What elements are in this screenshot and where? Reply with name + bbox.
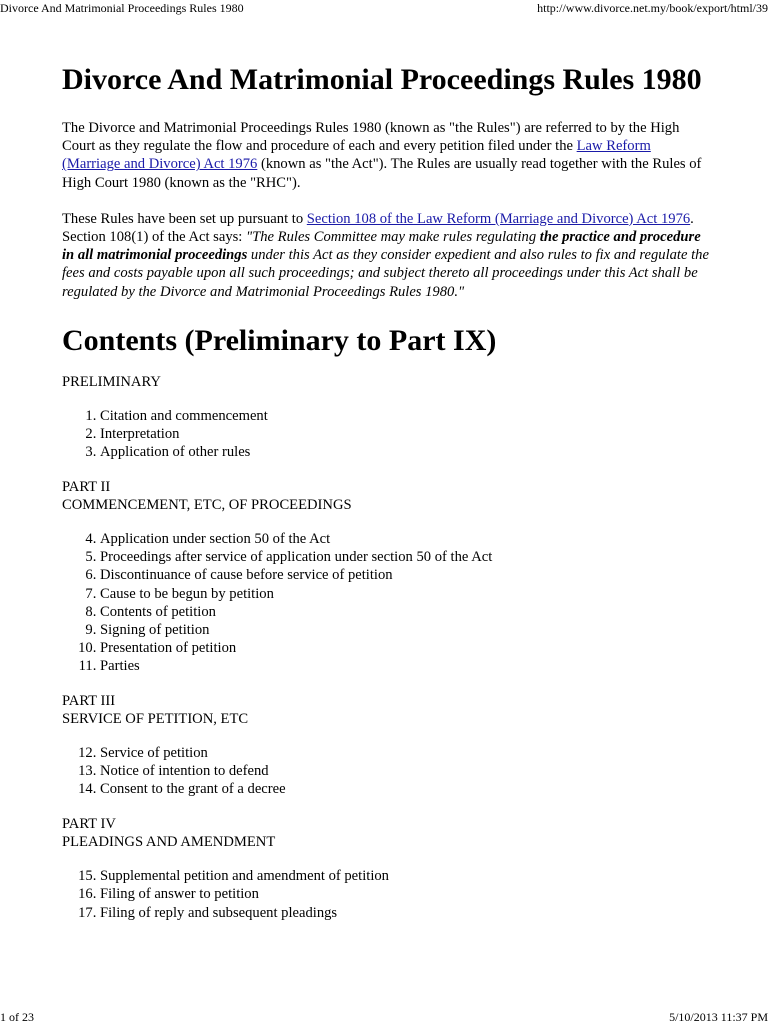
rule-item: 15. Supplemental petition and amendment of petition	[100, 867, 712, 885]
rule-list	[62, 530, 712, 676]
print-footer	[0, 1010, 768, 1024]
rule-item: 9. Signing of petition	[100, 621, 712, 639]
rule-item: 11. Parties	[100, 657, 712, 675]
intro-text-1: The Divorce and Matrimonial Proceedings Rules 1980 (known as "the Rules") are referred to by the High Court as they regulate the flow and procedure of each and every petition filed under the	[62, 120, 680, 155]
print-header-title: Divorce And Matrimonial Proceedings Rules 1980	[0, 1, 244, 15]
contents-list	[62, 373, 712, 922]
section-108-link[interactable]: Section 108 of the Law Reform (Marriage and Divorce) Act 1976	[306, 210, 691, 227]
rule-item: 10. Presentation of petition	[100, 639, 712, 657]
rule-list	[62, 407, 712, 462]
print-header	[0, 0, 768, 18]
authority-text-2: . Section 108(1) of the Act says:	[62, 210, 694, 246]
rule-item: 5. Proceedings after service of application under section 50 of the Act	[100, 548, 712, 566]
part-title: COMMENCEMENT, ETC, OF PROCEEDINGS	[62, 496, 352, 513]
quote-text-2: under this Act as they consider expedient and also rules to fix and regulate the fees and costs payable upon all such proceedings; and subject thereto all proceedings under this Act shall be regulated by the Divorce and Matrimonial Proceedings Rules 1980."	[62, 247, 709, 300]
intro-paragraph	[62, 119, 712, 192]
part-number: PART II	[62, 478, 111, 495]
part-number: PART III	[62, 692, 116, 709]
authority-text-1: These Rules have been set up pursuant to	[62, 210, 307, 227]
rule-item: 16. Filing of answer to petition	[100, 885, 712, 903]
part-title: PRELIMINARY	[62, 373, 161, 390]
contents-section-title	[62, 815, 712, 851]
rule-item: 1. Citation and commencement	[100, 407, 712, 425]
part-title: SERVICE OF PETITION, ETC	[62, 710, 249, 727]
rule-item: 7. Cause to be begun by petition	[100, 585, 712, 603]
rule-item: 2. Interpretation	[100, 425, 712, 443]
contents-section-title	[62, 478, 712, 514]
rule-item: 12. Service of petition	[100, 744, 712, 762]
document-body	[62, 56, 712, 938]
rule-item: 14. Consent to the grant of a decree	[100, 780, 712, 798]
rule-item: 17. Filing of reply and subsequent pleadings	[100, 904, 712, 922]
rule-list	[62, 867, 712, 922]
rule-item: 13. Notice of intention to defend	[100, 762, 712, 780]
quote-emphasis: the practice and procedure in all matrimonial proceedings	[62, 229, 701, 264]
page-number: 1 of 23	[0, 1010, 34, 1024]
rule-item: 4. Application under section 50 of the Act	[100, 530, 712, 548]
page-title: Divorce And Matrimonial Proceedings Rules 1980	[62, 63, 702, 96]
contents-heading: Contents (Preliminary to Part IX)	[62, 323, 497, 357]
part-title: PLEADINGS AND AMENDMENT	[62, 833, 276, 850]
print-datetime: 5/10/2013 11:37 PM	[669, 1010, 768, 1024]
quote-text-1: "The Rules Committee may make rules regulating	[246, 229, 540, 246]
authority-paragraph	[62, 210, 712, 301]
rule-item: 6. Discontinuance of cause before service of petition	[100, 566, 712, 584]
print-header-url: http://www.divorce.net.my/book/export/html/39	[537, 1, 768, 15]
rule-list	[62, 744, 712, 799]
intro-text-2: (known as "the Act"). The Rules are usually read together with the Rules of High Court 1980 (known as the "RHC").	[62, 156, 702, 191]
act-1976-link[interactable]: Law Reform (Marriage and Divorce) Act 1976	[62, 138, 651, 173]
part-number: PART IV	[62, 815, 116, 832]
contents-section-title	[62, 692, 712, 728]
contents-section-title	[62, 373, 712, 391]
rule-item: 3. Application of other rules	[100, 443, 712, 461]
rule-item: 8. Contents of petition	[100, 603, 712, 621]
